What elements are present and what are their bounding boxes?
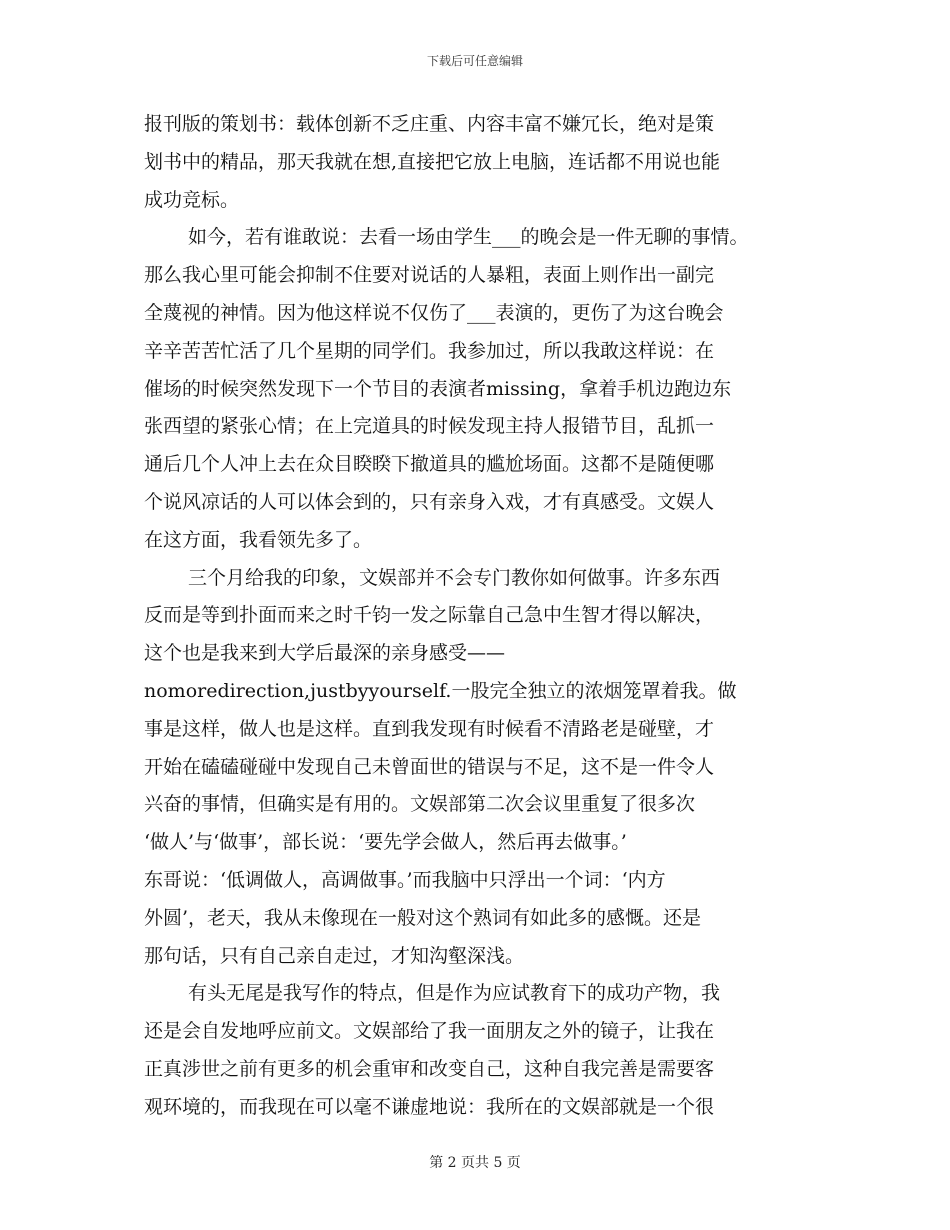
text-line: 如今，若有谁敢说：去看一场由学生___的晚会是一件无聊的事情。 bbox=[188, 226, 749, 249]
text-line: 催场的时候突然发现下一个节目的表演者missing，拿着手机边跑边东 bbox=[144, 377, 732, 400]
text-line: 在这方面，我看领先多了。 bbox=[144, 528, 373, 551]
text-line: nomoredirection,justbyyourself.一股完全独立的浓烟笼罩着我。做 bbox=[144, 679, 737, 702]
text-line: 个说风凉话的人可以体会到的，只有亲身入戏，才有真感受。文娱人 bbox=[144, 490, 715, 513]
text-line: ‘做人’与‘做事’，部长说：‘要先学会做人，然后再去做事。’ bbox=[144, 831, 627, 854]
text-line: 兴奋的事情，但确实是有用的。文娱部第二次会议里重复了很多次 bbox=[144, 793, 696, 816]
text-line: 划书中的精品，那天我就在想,直接把它放上电脑，连话都不用说也能 bbox=[144, 150, 721, 173]
text-line: 还是会自发地呼应前文。文娱部给了我一面朋友之外的镜子，让我在 bbox=[144, 1020, 715, 1043]
text-line: 开始在磕磕碰碰中发现自己未曾面世的错误与不足，这不是一件令人 bbox=[144, 755, 715, 778]
text-line: 辛辛苦苦忙活了几个星期的同学们。我参加过，所以我敢这样说：在 bbox=[144, 339, 715, 362]
text-line: 成功竞标。 bbox=[144, 188, 240, 211]
text-line: 那么我心里可能会抑制不住要对说话的人暴粗，表面上则作出一副完 bbox=[144, 264, 715, 287]
text-line: 张西望的紧张心情；在上完道具的时候发现主持人报错节目，乱抓一 bbox=[144, 415, 715, 438]
page-header: 下载后可任意编辑 bbox=[426, 54, 523, 68]
text-line: 通后几个人冲上去在众目睽睽下撤道具的尴尬场面。这都不是随便哪 bbox=[144, 453, 715, 476]
text-line: 有头无尾是我写作的特点，但是作为应试教育下的成功产物，我 bbox=[188, 982, 721, 1005]
document-body bbox=[144, 106, 816, 1127]
text-line: 那句话，只有自己亲自走过，才知沟壑深浅。 bbox=[144, 944, 525, 967]
text-line: 反而是等到扑面而来之时千钧一发之际靠自己急中生智才得以解决， bbox=[144, 604, 715, 627]
text-line: 报刊版的策划书：载体创新不乏庄重、内容丰富不嫌冗长，绝对是策 bbox=[144, 113, 715, 135]
text-line: 外圆’，老天，我从未像现在一般对这个熟词有如此多的感慨。还是 bbox=[144, 906, 702, 929]
text-line: 东哥说：‘低调做人，高调做事。’而我脑中只浮出一个词：‘内方 bbox=[144, 868, 666, 891]
text-line: 这个也是我来到大学后最深的亲身感受—— bbox=[144, 642, 506, 665]
text-line: 三个月给我的印象，文娱部并不会专门教你如何做事。许多东西 bbox=[188, 566, 721, 589]
text-line: 事是这样，做人也是这样。直到我发现有时候看不清路老是碰壁，才 bbox=[144, 717, 715, 740]
text-line: 全蔑视的神情。因为他这样说不仅伤了___表演的，更伤了为这台晚会 bbox=[144, 301, 724, 324]
page-footer: 第 2 页共 5 页 bbox=[429, 1155, 521, 1171]
text-line: 观环境的，而我现在可以毫不谦虚地说：我所在的文娱部就是一个很 bbox=[144, 1095, 715, 1118]
text-line: 正真涉世之前有更多的机会重审和改变自己，这种自我完善是需要客 bbox=[144, 1057, 715, 1080]
